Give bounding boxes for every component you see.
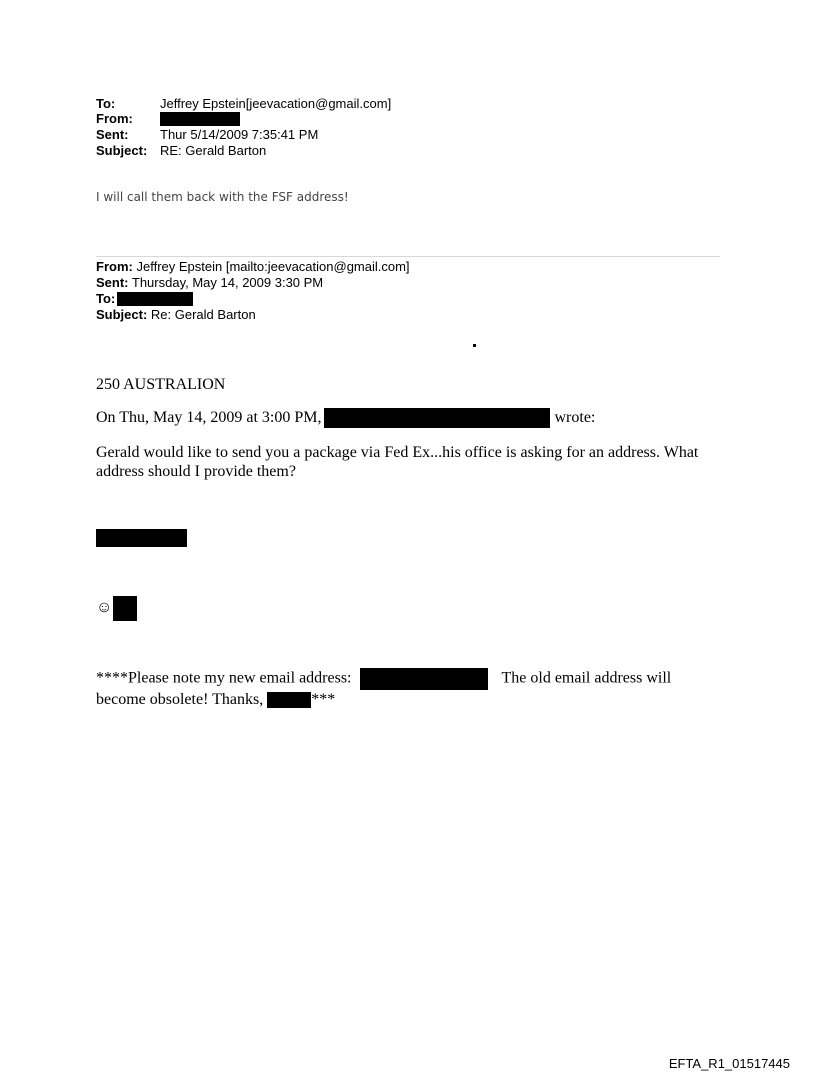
sent-value: Thur 5/14/2009 7:35:41 PM — [160, 127, 319, 142]
stray-mark — [473, 344, 476, 347]
redaction-block — [96, 529, 187, 547]
forwarded-sent-value: Thursday, May 14, 2009 3:30 PM — [131, 275, 324, 290]
redaction-block — [113, 596, 137, 621]
subject-label: Subject: — [96, 143, 148, 158]
from-label: From: — [96, 111, 133, 126]
divider — [96, 256, 720, 257]
to-label: To: — [96, 96, 116, 111]
forwarded-from-value: Jeffrey Epstein [mailto:jeevacation@gmail.com] — [136, 259, 410, 274]
quote-prefix: On Thu, May 14, 2009 at 3:00 PM, — [96, 409, 322, 426]
forwarded-subject-label: Subject: — [96, 307, 148, 322]
reply-text: I will call them back with the FSF address! — [96, 190, 349, 204]
subject-value: RE: Gerald Barton — [160, 143, 267, 158]
redaction-block — [160, 112, 240, 126]
forwarded-sent-label: Sent: — [96, 275, 129, 290]
header-sent — [96, 127, 318, 142]
body-line-1: 250 AUSTRALION — [96, 376, 226, 393]
quote-attribution — [96, 408, 595, 428]
header-from — [96, 111, 240, 126]
redaction-block — [324, 408, 550, 428]
forwarded-sent — [96, 275, 323, 291]
smiley-line — [96, 596, 137, 621]
redaction-block — [360, 668, 488, 690]
notice-middle: The old email address will become obsolete! Thanks, — [96, 669, 672, 708]
forwarded-from-label: From: — [96, 259, 133, 274]
forwarded-to-label: To: — [96, 291, 116, 306]
sent-label: Sent: — [96, 127, 129, 142]
document-id: EFTA_R1_01517445 — [668, 1056, 790, 1071]
quoted-message: Gerald would like to send you a package via Fed Ex...his office is asking for an address. What address should I provide them? — [96, 444, 699, 480]
smiley-icon: ☺ — [96, 599, 113, 617]
forwarded-subject — [96, 307, 256, 323]
header-subject — [96, 143, 266, 158]
redaction-block — [267, 692, 311, 708]
to-value: Jeffrey Epstein[jeevacation@gmail.com] — [160, 96, 392, 111]
forwarded-subject-value: Re: Gerald Barton — [150, 307, 256, 322]
quote-wrote: wrote: — [554, 409, 596, 426]
notice-suffix: *** — [311, 691, 336, 708]
email-notice — [96, 668, 724, 709]
redaction-block — [117, 292, 193, 306]
header-to — [96, 96, 391, 111]
notice-prefix: ****Please note my new email address: — [96, 669, 352, 687]
forwarded-from — [96, 259, 410, 275]
forwarded-to — [96, 291, 193, 307]
